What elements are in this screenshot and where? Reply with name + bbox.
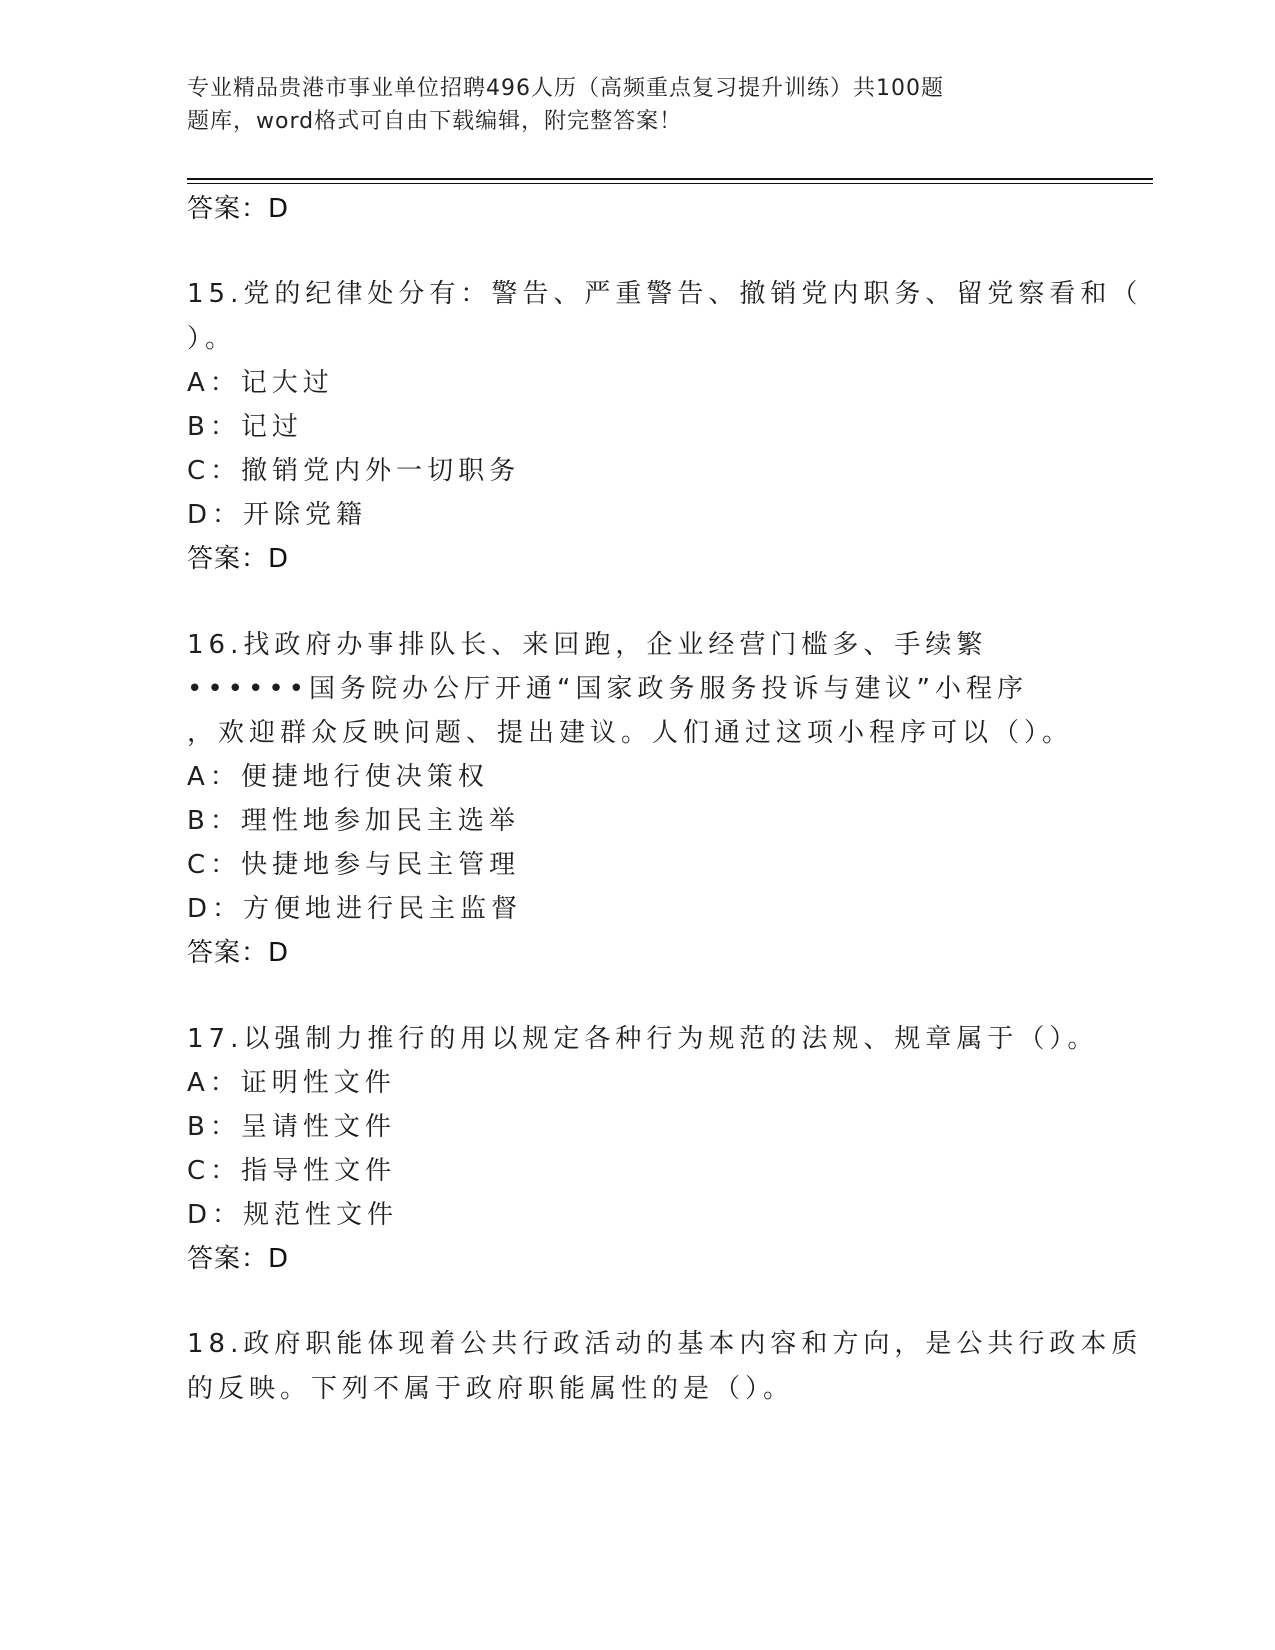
question-16-answer: 答案：D (187, 938, 290, 968)
question-16-option-c: C：快捷地参与民主管理 (187, 850, 521, 880)
question-17-option-a: A：证明性文件 (187, 1068, 396, 1098)
question-16-option-b: B：理性地参加民主选举 (187, 806, 520, 836)
question-17-answer: 答案：D (187, 1244, 290, 1274)
header-divider-thick (187, 178, 1153, 180)
question-16-option-a: A：便捷地行使决策权 (187, 762, 489, 792)
answer-previous-question: 答案：D (187, 194, 290, 224)
header-title-line-1: 专业精品贵港市事业单位招聘496人历（高频重点复习提升训练）共100题 (187, 76, 944, 101)
question-15-option-a: A：记大过 (187, 368, 334, 398)
question-17-option-d: D：规范性文件 (187, 1200, 399, 1230)
question-17-option-c: C：指导性文件 (187, 1156, 397, 1186)
question-15-answer: 答案：D (187, 544, 290, 574)
question-17-option-b: B：呈请性文件 (187, 1112, 396, 1142)
question-17-stem-line-1: 17.以强制力推行的用以规定各种行为规范的法规、规章属于（）。 (187, 1024, 1099, 1054)
question-15-option-b: B：记过 (187, 412, 303, 442)
question-16-stem-line-3: ，欢迎群众反映问题、提出建议。人们通过这项小程序可以（）。 (187, 718, 1074, 748)
question-15-option-c: C：撤销党内外一切职务 (187, 456, 521, 486)
question-18-stem-line-2: 的反映。下列不属于政府职能属性的是（）。 (187, 1374, 795, 1404)
question-15-stem-line-1: 15.党的纪律处分有：警告、严重警告、撤销党内职务、留党察看和（ (187, 279, 1143, 309)
question-15-option-d: D：开除党籍 (187, 500, 368, 530)
question-16-stem-line-1: 16.找政府办事排队长、来回跑，企业经营门槛多、手续繁 (187, 630, 988, 660)
header-title-line-2: 题库，word格式可自由下载编辑，附完整答案！ (187, 109, 683, 134)
question-15-stem-line-2: ）。 (187, 324, 237, 354)
header-divider-thin (187, 183, 1153, 184)
question-16-option-d: D：方便地进行民主监督 (187, 894, 523, 924)
question-18-stem-line-1: 18.政府职能体现着公共行政活动的基本内容和方向，是公共行政本质 (187, 1329, 1143, 1359)
question-16-stem-line-2: ••••••国务院办公厅开通“国家政务服务投诉与建议”小程序 (187, 674, 1028, 704)
document-header (187, 72, 1067, 138)
